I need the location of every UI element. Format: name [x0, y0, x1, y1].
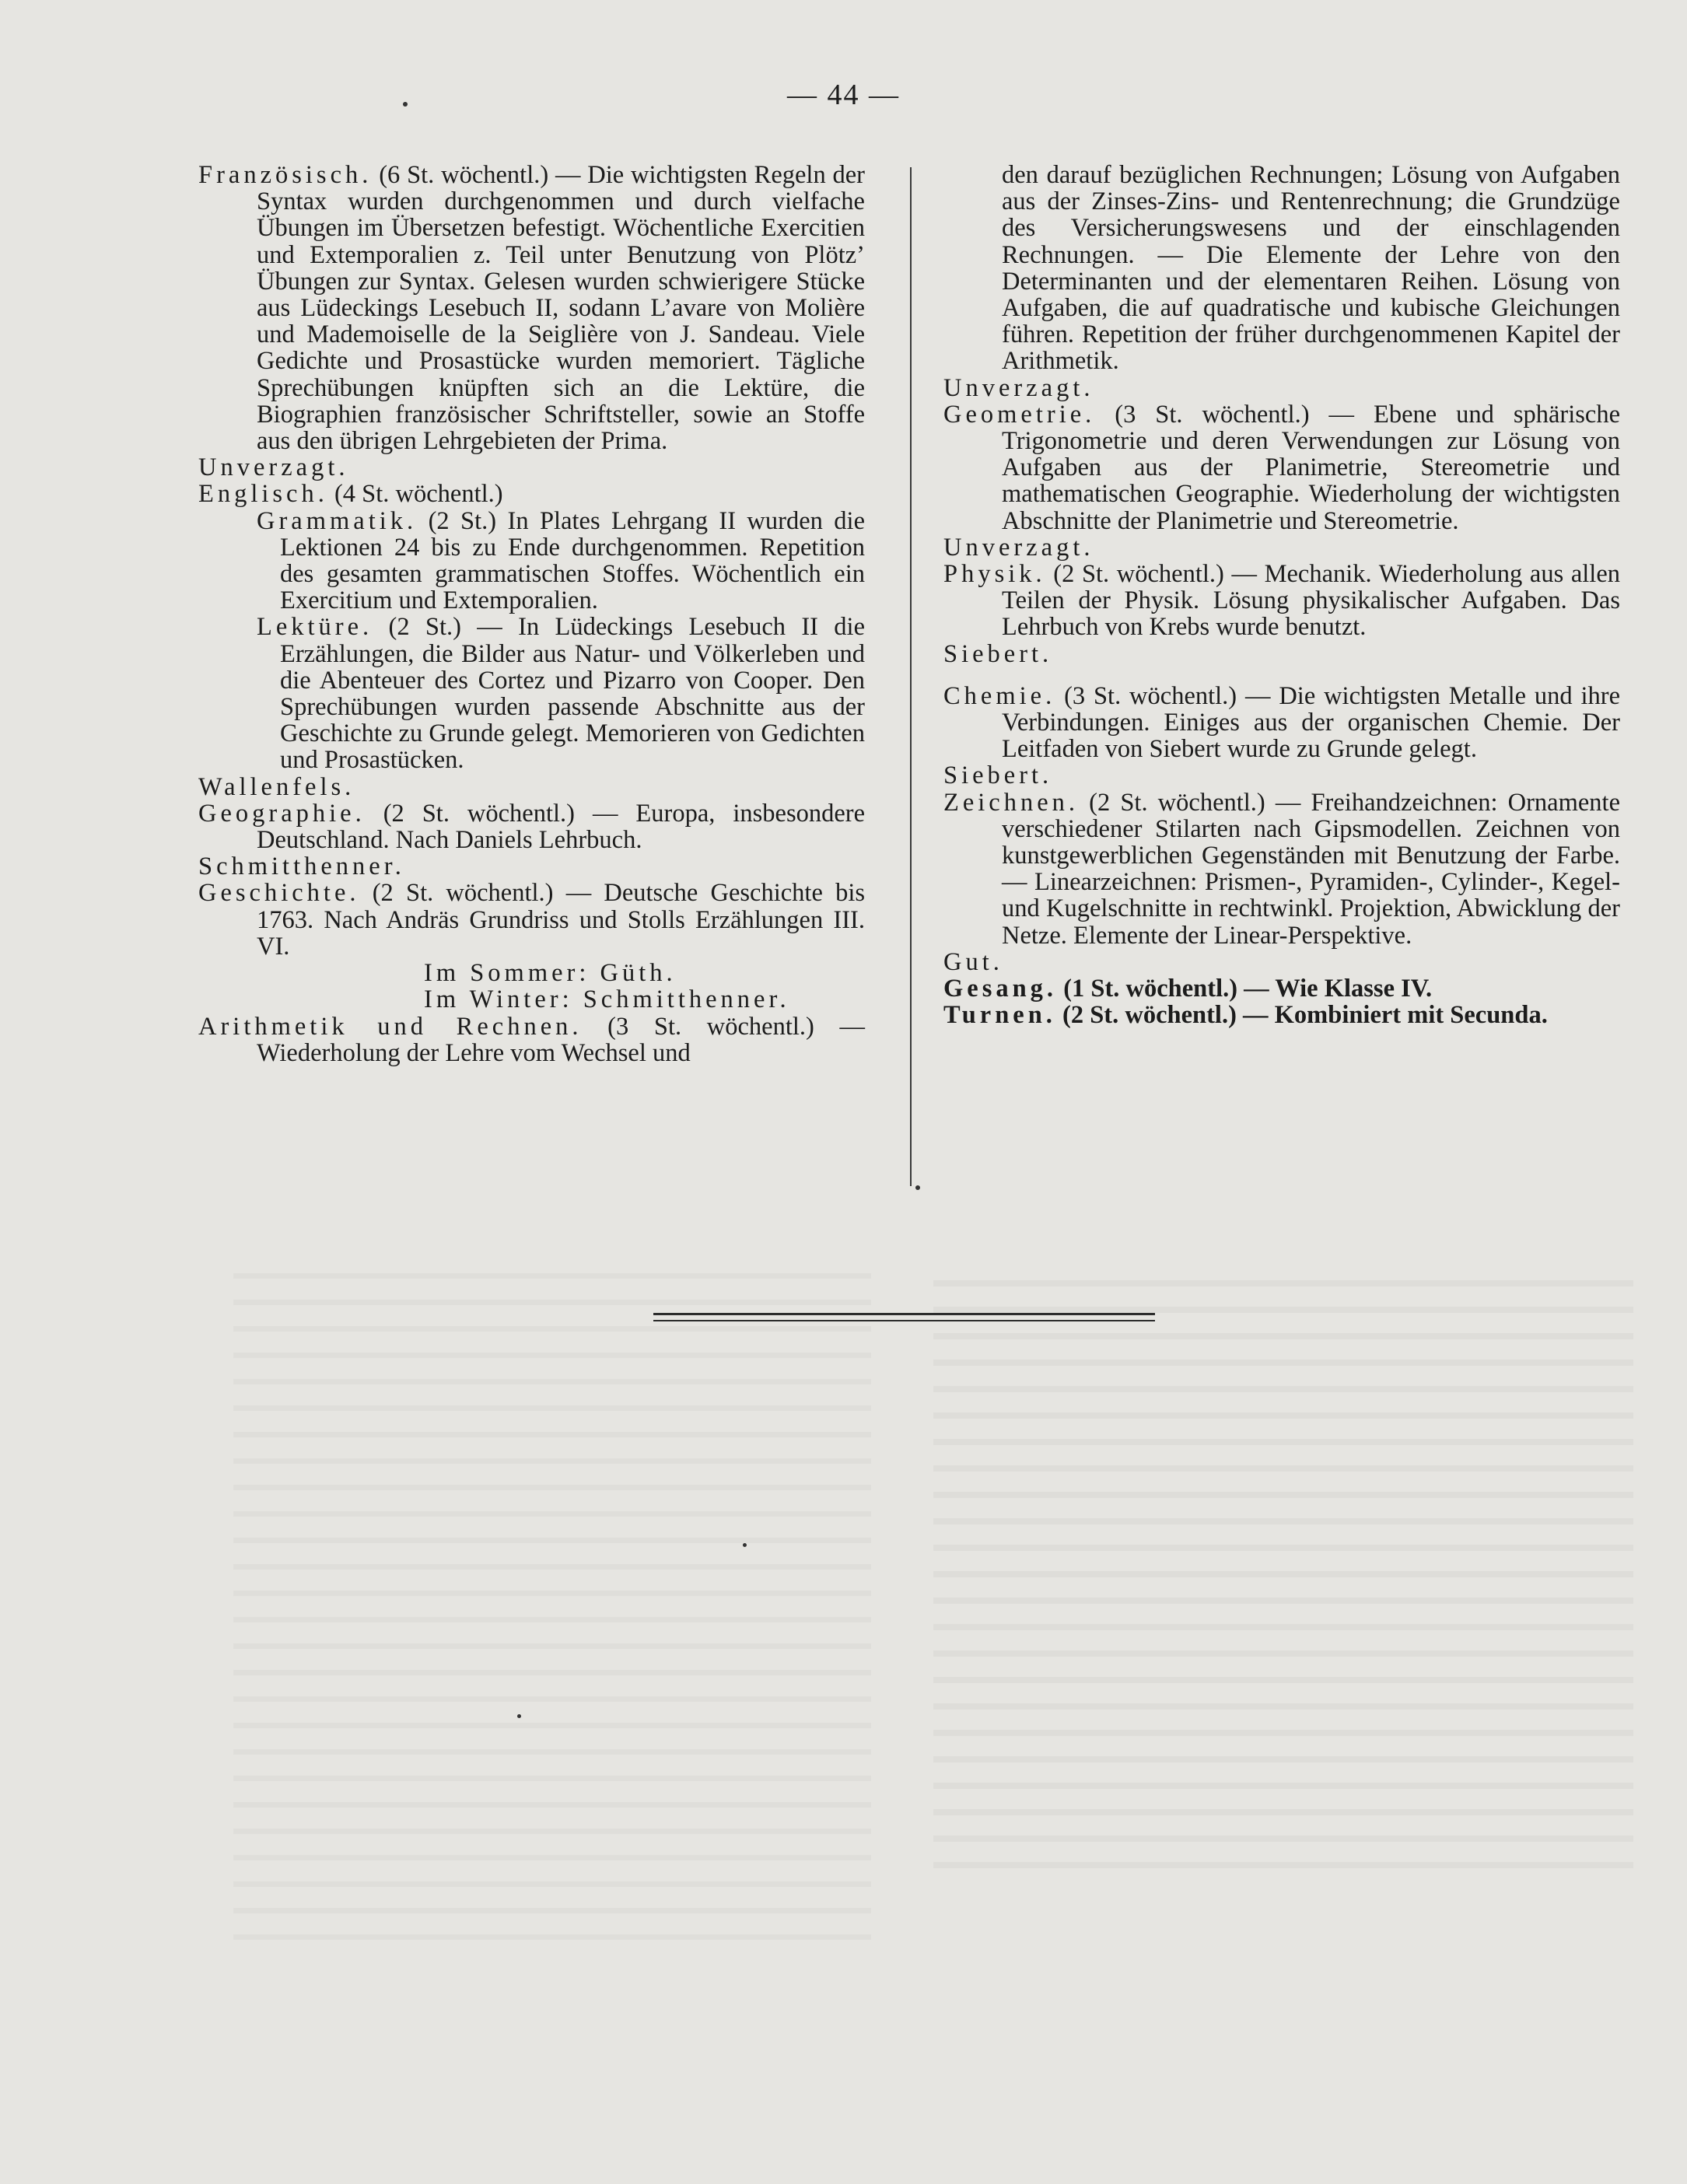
teacher-signature: Siebert. [943, 639, 1053, 668]
section-heading: Englisch. [198, 480, 328, 509]
teacher-signature: Siebert. [943, 761, 1053, 790]
section-text: (2 St. wöchentl.) — Mechanik. Wiederholung aus allen Teilen der Physik. Lösung physikalischer Aufgaben. Das Lehrbuch von Krebs wurde benutzt. [1002, 560, 1621, 642]
section-heading: Turnen. [943, 1001, 1056, 1030]
section-physik [943, 561, 1620, 641]
section-heading: Arithmetik und Rechnen. [198, 1012, 583, 1041]
teacher-signature: Schmitthenner. [198, 852, 405, 881]
section-text: (3 St. wöchentl.) — Die wichtigsten Metalle und ihre Verbindungen. Einiges aus der organischen Chemie. Der Leitfaden von Siebert wurde zu Grunde gelegt. [1002, 681, 1620, 764]
teacher-signature: Unverzagt. [198, 453, 349, 482]
bleed-through-texture [933, 1260, 1633, 1882]
section-heading: Französisch. [198, 161, 373, 189]
section-heading: Zeichnen. [943, 788, 1080, 817]
subsection-grammatik [198, 508, 865, 614]
section-text: (4 St. wöchentl.) [334, 480, 503, 509]
teacher-signature: Im Sommer: Güth. [424, 959, 677, 988]
section-zeichnen [943, 789, 1620, 949]
section-turnen [943, 1002, 1620, 1028]
section-text: (3 St. wöchentl.) — Ebene und sphärische Trigonometrie und deren Verwendungen zur Lösung von Aufgaben aus der Planimetrie, Stereometrie und mathematischen Geographie. Wiederholung der wichtigsten Abschnitte der Planimetrie und Stereometrie. [1002, 400, 1621, 535]
section-text: (2 St. wöchentl.) — Freihandzeichnen: Ornamente verschiedener Stilarten nach Gipsmodellen. Zeichnen von kunstgewerblichen Gegenständen mit Benutzung der Farbe. — Linearzeichnen: Prismen-, Pyramiden-, Cylinder-, Kegel- und Kugelschnitte in rechtwinkl. Projektion, Abwicklung der Netze. Elemente der Linear-Perspektive. [1002, 788, 1620, 950]
section-heading: Geographie. [198, 799, 366, 828]
section-text: den darauf bezüglichen Rechnungen; Lösung von Aufgaben aus der Zinses-Zins- und Rentenrechnung; die Grundzüge des Versicherungswesens und der einschlagenden Rechnungen. — Die Elemente der Lehre von den Determinanten und der elementaren Reihen. Lösung von Aufgaben, die auf quadratische und kubische Gleichungen führen. Repetition der früher durchgenommenen Kapitel der Arithmetik. [1002, 161, 1620, 376]
section-arithmetik [198, 1013, 865, 1066]
section-geographie [198, 800, 865, 853]
print-speck [743, 1543, 747, 1547]
section-arithmetik-continued [943, 162, 1620, 375]
section-text: (3 St. wöchentl.) — Wiederholung der Lehre vom Wechsel und [257, 1012, 865, 1067]
section-text: (2 St. wöchentl.) — Europa, insbesondere Deutschland. Nach Daniels Lehrbuch. [257, 799, 866, 855]
subsection-heading: Lektüre. [257, 613, 373, 642]
teacher-signature: Unverzagt. [943, 533, 1094, 562]
teacher-signature: Wallenfels. [198, 772, 355, 801]
right-column [943, 162, 1620, 1029]
section-franzoesisch [198, 162, 865, 454]
section-heading: Chemie. [943, 681, 1056, 710]
section-text: (6 St. wöchentl.) — Die wichtigsten Regeln der Syntax wurden durchgenommen und durch vielfache Übungen im Übersetzen befestigt. Wöchentliche Exercitien und Extemporalien z. Teil unter Benutzung von Plötz’ Übungen zur Syntax. Gelesen wurden schwierigere Stücke aus Lüdeckings Lesebuch II, sodann L’avare von Molière und Mademoiselle de la Seiglière von J. Sandeau. Viele Gedichte und Prosastücke wurden memoriert. Tägliche Sprechübungen knüpften sich an die Lektüre, die Biographien französischer Schriftsteller, sowie an Stoffe aus den übrigen Lehrgebieten der Prima. [257, 161, 866, 456]
subsection-text: (2 St.) In Plates Lehrgang II wurden die Lektionen 24 bis zu Ende durchgenommen. Repetition des gesamten grammatischen Stoffes. Wöchentlich ein Exercitium und Extemporalien. [280, 506, 866, 615]
section-chemie [943, 683, 1620, 763]
section-heading: Geometrie. [943, 400, 1096, 429]
section-text: (1 St. wöchentl.) — Wie Klasse IV. [1063, 975, 1433, 1003]
section-geschichte [198, 880, 865, 960]
bleed-through-texture [233, 1252, 871, 1952]
section-geometrie [943, 401, 1620, 534]
column-divider [910, 167, 912, 1186]
section-heading: Gesang. [943, 975, 1058, 1003]
section-gesang [943, 975, 1620, 1002]
teacher-signature: Im Winter: Schmitthenner. [424, 985, 790, 1014]
section-text: (2 St. wöchentl.) — Deutsche Geschichte bis 1763. Nach Andräs Grundriss und Stolls Erzählungen III. VI. [257, 879, 866, 961]
end-rule [653, 1320, 1155, 1321]
section-englisch [198, 481, 865, 507]
subsection-text: (2 St.) — In Lüdeckings Lesebuch II die Erzählungen, die Bilder aus Natur- und Völkerleben und die Abenteuer des Cortez und Pizarro von Cooper. Den Sprechübungen wurden passende Abschnitte aus der Geschichte zu Grunde gelegt. Memorieren von Gedichten und Prosastücken. [280, 613, 866, 775]
subsection-heading: Grammatik. [257, 506, 418, 535]
teacher-signature: Gut. [943, 947, 1003, 976]
subsection-lektuere [198, 614, 865, 773]
section-heading: Physik. [943, 560, 1046, 589]
print-speck [915, 1185, 920, 1190]
print-speck [517, 1714, 521, 1718]
page-number: — 44 — [787, 79, 900, 111]
print-speck [403, 102, 408, 107]
teacher-signature: Unverzagt. [943, 373, 1094, 402]
left-column [198, 162, 865, 1066]
end-rule [653, 1313, 1155, 1315]
section-heading: Geschichte. [198, 879, 360, 908]
section-text: (2 St. wöchentl.) — Kombiniert mit Secunda. [1062, 1001, 1548, 1030]
